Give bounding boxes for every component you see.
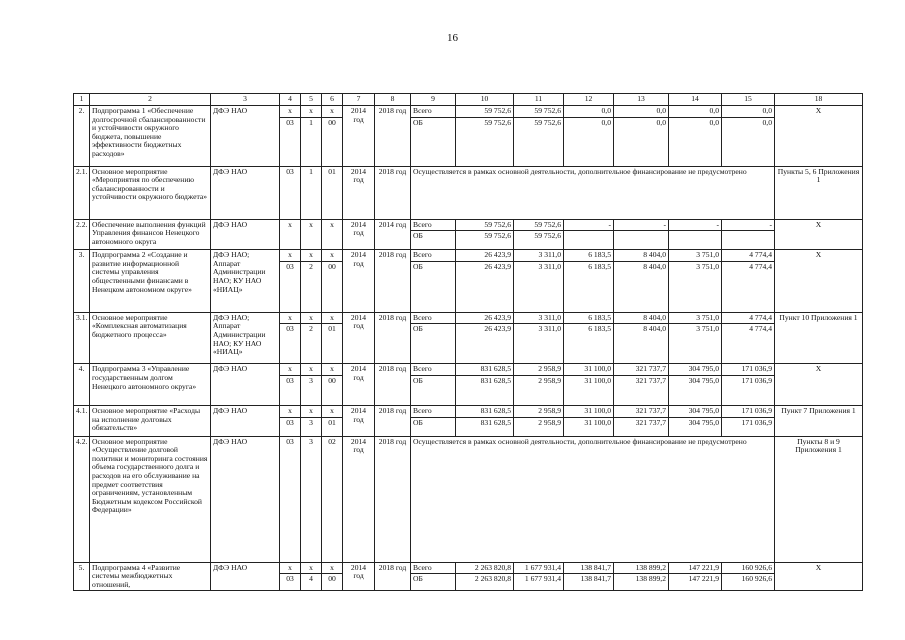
col-header: 11 xyxy=(514,94,564,106)
amount-cell xyxy=(669,231,722,250)
row-number: 2.1. xyxy=(74,166,90,219)
row-note: X xyxy=(775,250,863,313)
page-number: 16 xyxy=(447,32,458,44)
row-executor: ДФЭ НАО xyxy=(211,166,280,219)
col-header: 14 xyxy=(669,94,722,106)
amount-cell: 321 737,7 xyxy=(614,375,669,405)
amount-cell: 3 751,0 xyxy=(669,312,722,324)
amount-cell: 831 628,5 xyxy=(456,375,514,405)
row-executor: ДФЭ НАО xyxy=(211,562,280,591)
funding-source: Всего xyxy=(411,364,456,376)
amount-cell: 3 311,0 xyxy=(514,250,564,262)
amount-cell: 171 036,9 xyxy=(722,375,775,405)
code-cell: x xyxy=(322,312,343,324)
row-number: 4. xyxy=(74,364,90,406)
program-table xyxy=(73,93,863,591)
amount-cell: 8 404,0 xyxy=(614,324,669,364)
row-executor: ДФЭ НАО; Аппарат Администрации НАО; КУ НАО «НИАЦ» xyxy=(211,312,280,364)
code-cell: 2 xyxy=(301,261,322,312)
code-cell: x xyxy=(301,250,322,262)
amount-cell: 3 311,0 xyxy=(514,261,564,312)
col-header: 7 xyxy=(343,94,375,106)
code-cell: 1 xyxy=(301,117,322,166)
year-start: 2014 год xyxy=(343,166,375,219)
amount-cell xyxy=(564,231,614,250)
row-number: 5. xyxy=(74,562,90,591)
code-cell: 00 xyxy=(322,574,343,591)
code-cell: x xyxy=(301,106,322,118)
code-cell: 00 xyxy=(322,375,343,405)
amount-cell xyxy=(722,231,775,250)
code-cell: 3 xyxy=(301,375,322,405)
amount-cell: 31 100,0 xyxy=(564,405,614,417)
code-cell: 01 xyxy=(322,166,343,219)
row-note: X xyxy=(775,106,863,167)
code-cell: 03 xyxy=(280,436,301,562)
amount-cell: 304 795,0 xyxy=(669,364,722,376)
row-note: X xyxy=(775,562,863,591)
amount-cell: 304 795,0 xyxy=(669,417,722,436)
amount-cell: 6 183,5 xyxy=(564,261,614,312)
code-cell: x xyxy=(322,219,343,250)
amount-cell: 6 183,5 xyxy=(564,324,614,364)
row-note: Пункт 7 Приложения 1 xyxy=(775,405,863,436)
amount-cell: 831 628,5 xyxy=(456,405,514,417)
amount-cell: 59 752,6 xyxy=(456,231,514,250)
row-name: Обеспечение выполнения функций Управления финансов Ненецкого автономного округа xyxy=(90,219,211,250)
code-cell: 3 xyxy=(301,436,322,562)
year-start: 2014 год xyxy=(343,250,375,313)
amount-cell: 26 423,9 xyxy=(456,312,514,324)
code-cell: x xyxy=(322,405,343,417)
amount-cell: 0,0 xyxy=(669,117,722,166)
amount-cell: 2 263 820,8 xyxy=(456,574,514,591)
amount-cell: 147 221,9 xyxy=(669,574,722,591)
amount-cell: 3 311,0 xyxy=(514,324,564,364)
code-cell: 03 xyxy=(280,166,301,219)
row-name: Подпрограмма 4 «Развитие системы межбюджетных отношений, xyxy=(90,562,211,591)
amount-cell: - xyxy=(564,219,614,231)
code-cell: 00 xyxy=(322,261,343,312)
col-header: 18 xyxy=(775,94,863,106)
amount-cell: 171 036,9 xyxy=(722,405,775,417)
amount-cell: 59 752,6 xyxy=(456,106,514,118)
row-name: Подпрограмма 3 «Управление государственным долгом Ненецкого автономного округа» xyxy=(90,364,211,406)
code-cell: 03 xyxy=(280,324,301,364)
code-cell: 01 xyxy=(322,324,343,364)
amount-cell xyxy=(614,231,669,250)
amount-cell: 321 737,7 xyxy=(614,364,669,376)
amount-cell: 8 404,0 xyxy=(614,312,669,324)
row-number: 3.1. xyxy=(74,312,90,364)
amount-cell: 8 404,0 xyxy=(614,261,669,312)
row-number: 2. xyxy=(74,106,90,167)
funding-source: ОБ xyxy=(411,417,456,436)
amount-cell: 3 751,0 xyxy=(669,250,722,262)
amount-cell: 2 958,9 xyxy=(514,364,564,376)
amount-cell: 59 752,6 xyxy=(514,106,564,118)
amount-cell: 304 795,0 xyxy=(669,405,722,417)
amount-cell: 171 036,9 xyxy=(722,417,775,436)
col-header: 3 xyxy=(211,94,280,106)
amount-cell: 138 841,7 xyxy=(564,574,614,591)
amount-cell: 0,0 xyxy=(564,106,614,118)
row-number: 2.2. xyxy=(74,219,90,250)
amount-cell: 59 752,6 xyxy=(514,219,564,231)
funding-source: Всего xyxy=(411,312,456,324)
code-cell: 00 xyxy=(322,117,343,166)
amount-cell: 26 423,9 xyxy=(456,324,514,364)
amount-cell: 321 737,7 xyxy=(614,417,669,436)
year-start: 2014 год xyxy=(343,364,375,406)
funding-text: Осуществляется в рамках основной деятельности, дополнительное финансирование не предусмотрено xyxy=(411,166,775,219)
amount-cell: 0,0 xyxy=(722,106,775,118)
funding-source: Всего xyxy=(411,405,456,417)
amount-cell: 0,0 xyxy=(614,117,669,166)
amount-cell: 321 737,7 xyxy=(614,405,669,417)
row-number: 3. xyxy=(74,250,90,313)
year-start: 2014 год xyxy=(343,405,375,436)
amount-cell: 4 774,4 xyxy=(722,250,775,262)
code-cell: 03 xyxy=(280,417,301,436)
code-cell: x xyxy=(301,219,322,250)
funding-source: Всего xyxy=(411,219,456,231)
year-start: 2014 год xyxy=(343,436,375,562)
row-executor: ДФЭ НАО xyxy=(211,436,280,562)
code-cell: x xyxy=(301,562,322,574)
year-end: 2018 год xyxy=(375,562,411,591)
amount-cell: 147 221,9 xyxy=(669,562,722,574)
col-header: 13 xyxy=(614,94,669,106)
code-cell: x xyxy=(280,405,301,417)
year-end: 2018 год xyxy=(375,312,411,364)
funding-source: ОБ xyxy=(411,231,456,250)
amount-cell: 138 841,7 xyxy=(564,562,614,574)
funding-source: ОБ xyxy=(411,574,456,591)
code-cell: 03 xyxy=(280,117,301,166)
row-name: Основное мероприятие «Осуществление долговой политики и мониторинга состояния объема государственного долга и расходов на его обслуживание на предмет соответствия ограничениям, установленным Бюджетным кодексом Российской Федерации» xyxy=(90,436,211,562)
code-cell: 03 xyxy=(280,261,301,312)
code-cell: x xyxy=(280,250,301,262)
col-header: 6 xyxy=(322,94,343,106)
funding-source: ОБ xyxy=(411,117,456,166)
row-number: 4.1. xyxy=(74,405,90,436)
code-cell: x xyxy=(322,250,343,262)
amount-cell: 31 100,0 xyxy=(564,364,614,376)
table-row xyxy=(74,106,863,118)
amount-cell: 31 100,0 xyxy=(564,417,614,436)
amount-cell: 26 423,9 xyxy=(456,261,514,312)
funding-source: ОБ xyxy=(411,261,456,312)
year-end: 2014 год xyxy=(375,219,411,250)
table-row xyxy=(74,405,863,417)
amount-cell: 0,0 xyxy=(564,117,614,166)
code-cell: x xyxy=(301,405,322,417)
code-cell: 1 xyxy=(301,166,322,219)
amount-cell: 59 752,6 xyxy=(514,231,564,250)
row-note: Пункты 8 и 9 Приложения 1 xyxy=(775,436,863,562)
table-row xyxy=(74,436,863,562)
table-row xyxy=(74,562,863,574)
code-cell: 2 xyxy=(301,324,322,364)
col-header: 12 xyxy=(564,94,614,106)
table-row xyxy=(74,166,863,219)
amount-cell: 31 100,0 xyxy=(564,375,614,405)
table-row xyxy=(74,312,863,324)
year-end: 2018 год xyxy=(375,106,411,167)
amount-cell: 2 958,9 xyxy=(514,405,564,417)
year-start: 2014 год xyxy=(343,106,375,167)
amount-cell: 26 423,9 xyxy=(456,250,514,262)
amount-cell: 6 183,5 xyxy=(564,312,614,324)
year-end: 2018 год xyxy=(375,436,411,562)
amount-cell: 8 404,0 xyxy=(614,250,669,262)
code-cell: x xyxy=(301,364,322,376)
funding-source: Всего xyxy=(411,562,456,574)
table-row xyxy=(74,219,863,231)
funding-source: ОБ xyxy=(411,324,456,364)
row-executor: ДФЭ НАО xyxy=(211,106,280,167)
amount-cell: - xyxy=(614,219,669,231)
col-header: 2 xyxy=(90,94,211,106)
header-row xyxy=(74,94,863,106)
row-executor: ДФЭ НАО xyxy=(211,219,280,250)
code-cell: x xyxy=(280,106,301,118)
amount-cell: 160 926,6 xyxy=(722,574,775,591)
year-start: 2014 год xyxy=(343,562,375,591)
amount-cell: 4 774,4 xyxy=(722,312,775,324)
code-cell: x xyxy=(301,312,322,324)
amount-cell: - xyxy=(722,219,775,231)
amount-cell: 6 183,5 xyxy=(564,250,614,262)
table-row xyxy=(74,250,863,262)
amount-cell: 304 795,0 xyxy=(669,375,722,405)
row-note: X xyxy=(775,219,863,250)
col-header: 9 xyxy=(411,94,456,106)
amount-cell: 831 628,5 xyxy=(456,364,514,376)
col-header: 5 xyxy=(301,94,322,106)
year-start: 2014 год xyxy=(343,219,375,250)
row-name: Основное мероприятие «Комплексная автоматизация бюджетного процесса» xyxy=(90,312,211,364)
amount-cell: 1 677 931,4 xyxy=(514,562,564,574)
code-cell: 4 xyxy=(301,574,322,591)
code-cell: x xyxy=(322,364,343,376)
code-cell: 01 xyxy=(322,417,343,436)
code-cell: x xyxy=(280,312,301,324)
amount-cell: 3 751,0 xyxy=(669,261,722,312)
row-name: Основное мероприятие «Расходы на исполнение долговых обязательств» xyxy=(90,405,211,436)
year-end: 2018 год xyxy=(375,166,411,219)
amount-cell: 0,0 xyxy=(722,117,775,166)
amount-cell: 59 752,6 xyxy=(456,219,514,231)
row-executor: ДФЭ НАО xyxy=(211,405,280,436)
amount-cell: 59 752,6 xyxy=(456,117,514,166)
amount-cell: 2 958,9 xyxy=(514,375,564,405)
row-name: Подпрограмма 2 «Создание и развитие информационной системы управления общественными финансами в Ненецком автономном округе» xyxy=(90,250,211,313)
amount-cell: 138 899,2 xyxy=(614,562,669,574)
row-number: 4.2. xyxy=(74,436,90,562)
funding-source: ОБ xyxy=(411,375,456,405)
amount-cell: 3 751,0 xyxy=(669,324,722,364)
year-end: 2018 год xyxy=(375,250,411,313)
amount-cell: 2 958,9 xyxy=(514,417,564,436)
code-cell: x xyxy=(280,219,301,250)
amount-cell: 2 263 820,8 xyxy=(456,562,514,574)
code-cell: 02 xyxy=(322,436,343,562)
amount-cell: 138 899,2 xyxy=(614,574,669,591)
amount-cell: 4 774,4 xyxy=(722,324,775,364)
amount-cell: 1 677 931,4 xyxy=(514,574,564,591)
year-end: 2018 год xyxy=(375,364,411,406)
row-executor: ДФЭ НАО; Аппарат Администрации НАО; КУ НАО «НИАЦ» xyxy=(211,250,280,313)
amount-cell: 3 311,0 xyxy=(514,312,564,324)
code-cell: 03 xyxy=(280,574,301,591)
code-cell: 03 xyxy=(280,375,301,405)
amount-cell: 0,0 xyxy=(614,106,669,118)
amount-cell: - xyxy=(669,219,722,231)
code-cell: x xyxy=(322,106,343,118)
col-header: 10 xyxy=(456,94,514,106)
code-cell: 3 xyxy=(301,417,322,436)
amount-cell: 0,0 xyxy=(669,106,722,118)
funding-source: Всего xyxy=(411,106,456,118)
row-executor: ДФЭ НАО xyxy=(211,364,280,406)
code-cell: x xyxy=(280,562,301,574)
code-cell: x xyxy=(322,562,343,574)
amount-cell: 831 628,5 xyxy=(456,417,514,436)
row-name: Подпрограмма 1 «Обеспечение долгосрочной сбалансированности и устойчивости окружного бюджета, повышение эффективности бюджетных расходов» xyxy=(90,106,211,167)
table-row xyxy=(74,364,863,376)
row-note: Пункт 10 Приложения 1 xyxy=(775,312,863,364)
amount-cell: 59 752,6 xyxy=(514,117,564,166)
col-header: 8 xyxy=(375,94,411,106)
funding-source: Всего xyxy=(411,250,456,262)
amount-cell: 160 926,6 xyxy=(722,562,775,574)
code-cell: x xyxy=(280,364,301,376)
amount-cell: 171 036,9 xyxy=(722,364,775,376)
year-start: 2014 год xyxy=(343,312,375,364)
amount-cell: 4 774,4 xyxy=(722,261,775,312)
col-header: 4 xyxy=(280,94,301,106)
year-end: 2018 год xyxy=(375,405,411,436)
row-name: Основное мероприятие «Мероприятия по обеспечению сбалансированности и устойчивости окружного бюджета» xyxy=(90,166,211,219)
row-note: X xyxy=(775,364,863,406)
col-header: 1 xyxy=(74,94,90,106)
funding-text: Осуществляется в рамках основной деятельности, дополнительное финансирование не предусмотрено xyxy=(411,436,775,562)
col-header: 15 xyxy=(722,94,775,106)
row-note: Пункты 5, 6 Приложения 1 xyxy=(775,166,863,219)
